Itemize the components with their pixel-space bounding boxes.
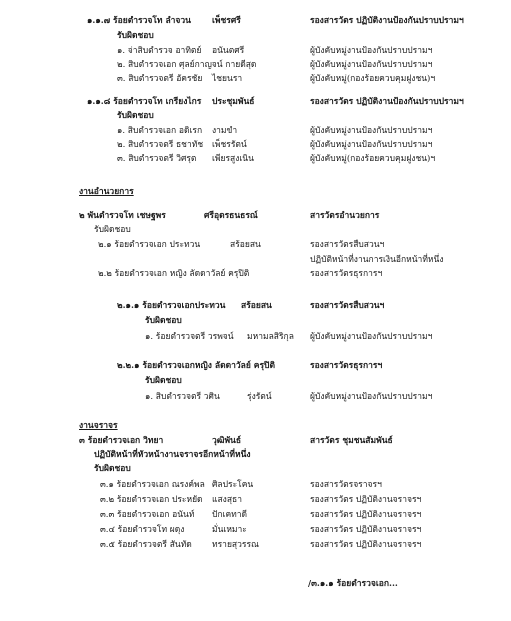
- line-text: /๓.๑.๑ ร้อยตำรวจเอก...: [308, 579, 398, 589]
- line-text: ผู้บังคับหมู่งานป้องกันปราบปรามฯ: [310, 140, 433, 150]
- text-line: [0, 127, 511, 138]
- line-text: ศรีอุดรธนธรณ์: [204, 211, 258, 221]
- line-text: ๒.๒.๑ ร้อยตำรวจเอกหญิง ลัดดาวัลย์ ครุปิติ: [117, 361, 275, 371]
- text-line: [0, 511, 511, 522]
- text-line: [0, 481, 511, 492]
- line-text: ๒ พันตำรวจโท เชษฐพร: [79, 211, 166, 221]
- line-text: ๓.๕ ร้อยตำรวจตรี สันทัด: [100, 540, 192, 550]
- text-line: [0, 465, 511, 476]
- line-text: ๓.๓ ร้อยตำรวจเอก อนันท์: [100, 510, 195, 520]
- line-text: ประชุมพันธ์: [212, 97, 255, 107]
- text-line: [0, 98, 511, 109]
- line-text: ๓. สิบตำรวจตรี อัครชัย: [117, 74, 203, 84]
- line-text: รองสารวัตร ปฏิบัติงานจราจรฯ: [310, 540, 422, 550]
- text-line: [0, 47, 511, 58]
- line-text: ทรายสุวรรณ: [212, 540, 259, 550]
- line-text: ๒.๑.๑ ร้อยตำรวจเอกประทวน: [117, 301, 226, 311]
- line-text: ไชยนรา: [212, 74, 243, 84]
- line-text: สารวัตรอำนวยการ: [310, 211, 380, 221]
- line-text: สารวัตร ชุมชนสัมพันธ์: [310, 436, 393, 446]
- line-text: มั่นเหมาะ: [212, 525, 247, 535]
- line-text: รองสารวัตรธุรการฯ: [310, 361, 383, 371]
- text-line: [0, 496, 511, 507]
- line-text: ๓.๒ ร้อยตำรวจเอก ประหยัด: [100, 495, 203, 505]
- line-text: ๒.๑ ร้อยตำรวจเอก ประทวน: [98, 240, 201, 250]
- line-text: ผู้บังคับหมู่งานป้องกันปราบปรามฯ: [310, 60, 433, 70]
- line-text: ๑. ร้อยตำรวจตรี วรพจน์: [145, 332, 234, 342]
- line-text: รุ่งรัตน์: [247, 392, 272, 402]
- section-heading: งานอำนวยการ: [79, 187, 134, 197]
- text-line: [0, 75, 511, 86]
- line-text: รับผิดชอบ: [117, 31, 154, 41]
- line-text: รองสารวัตร ปฏิบัติงานจราจรฯ: [310, 495, 422, 505]
- text-line: [0, 112, 511, 123]
- line-text: ปฏิบัติหน้าที่หัวหน้างานจราจรอีกหน้าที่หนึ่ง: [94, 450, 251, 460]
- line-text: รับผิดชอบ: [145, 376, 182, 386]
- line-text: ๑.๑.๗ ร้อยตำรวจโท ลำจวน: [87, 16, 191, 26]
- text-line: [0, 17, 511, 28]
- text-line: [0, 212, 511, 223]
- line-text: งามขำ: [212, 126, 238, 136]
- line-text: รับผิดชอบ: [94, 225, 131, 235]
- text-line: [0, 317, 511, 328]
- line-text: ๑. สิบตำรวจตรี วศิน: [145, 392, 220, 402]
- line-text: รองสารวัตร ปฏิบัติงานป้องกันปราบปรามฯ: [310, 97, 464, 107]
- line-text: ปักเคทาดี: [212, 510, 248, 520]
- line-text: รองสารวัตร ปฏิบัติงานป้องกันปราบปรามฯ: [310, 16, 464, 26]
- line-text: ๓. สิบตำรวจตรี วิศรุต: [117, 154, 197, 164]
- text-line: [0, 270, 511, 281]
- line-text: ผู้บังคับหมู่งานป้องกันปราบปรามฯ: [310, 332, 433, 342]
- text-line: [0, 241, 511, 252]
- line-text: รับผิดชอบ: [145, 316, 182, 326]
- line-text: สร้อยสน: [230, 240, 261, 250]
- line-text: ศิลประโคน: [212, 480, 254, 490]
- line-text: รองสารวัตรจราจรฯ: [310, 480, 382, 490]
- line-text: ๓ ร้อยตำรวจเอก วิทยา: [79, 436, 164, 446]
- line-text: ๒. สิบตำรวจตรี ธชาทัช: [117, 140, 204, 150]
- line-text: มหามลสิริกุล: [247, 332, 294, 342]
- text-line: [0, 451, 511, 462]
- line-text: ๒. สิบตำรวจเอก ศุลย์กาญจน์ กายดีสุด: [117, 60, 257, 70]
- line-text: ปฏิบัติหน้าที่งานการเงินอีกหน้าที่หนึ่ง: [310, 255, 444, 265]
- line-text: เพ็ชรรัตน์: [212, 140, 247, 150]
- text-line: [0, 580, 511, 591]
- text-line: [0, 541, 511, 552]
- line-text: รองสารวัตร ปฏิบัติงานจราจรฯ: [310, 525, 422, 535]
- line-text: ผู้บังคับหมู่งานป้องกันปราบปรามฯ: [310, 126, 433, 136]
- text-line: [0, 226, 511, 237]
- line-text: อนันตศรี: [212, 46, 245, 56]
- text-line: [0, 393, 511, 404]
- line-text: ๑.๑.๘ ร้อยตำรวจโท เกรียงไกร: [87, 97, 202, 107]
- text-line: [0, 61, 511, 72]
- text-line: [0, 32, 511, 43]
- line-text: ๑. จ่าสิบตำรวจ อาทิตย์: [117, 46, 202, 56]
- text-line: [0, 155, 511, 166]
- line-text: รองสารวัตรสืบสวนฯ: [310, 301, 385, 311]
- line-text: เพียรสูงเนิน: [212, 154, 254, 164]
- text-line: [0, 188, 511, 199]
- text-line: [0, 362, 511, 373]
- line-text: ๓.๔ ร้อยตำรวจโท ผดุง: [100, 525, 185, 535]
- line-text: ผู้บังคับหมู่งานป้องกันปราบปรามฯ: [310, 46, 433, 56]
- line-text: รองสารวัตรธุรการฯ: [310, 269, 383, 279]
- text-line: [0, 437, 511, 448]
- line-text: ผู้บังคับหมู่งานป้องกันปราบปรามฯ: [310, 392, 433, 402]
- line-text: สร้อยสน: [241, 301, 272, 311]
- section-heading: งานจราจร: [79, 421, 118, 431]
- line-text: ผู้บังคับหมู่(กองร้อยควบคุมฝูงชน)ฯ: [310, 74, 436, 84]
- line-text: ๑. สิบตำรวจเอก อดิเรก: [117, 126, 203, 136]
- text-line: [0, 302, 511, 313]
- text-line: [0, 333, 511, 344]
- text-line: [0, 526, 511, 537]
- line-text: รองสารวัตร ปฏิบัติงานจราจรฯ: [310, 510, 422, 520]
- text-line: [0, 141, 511, 152]
- line-text: รับผิดชอบ: [94, 464, 131, 474]
- line-text: รับผิดชอบ: [117, 111, 154, 121]
- line-text: เพ็ชรศรี: [212, 16, 241, 26]
- text-line: [0, 377, 511, 388]
- text-line: [0, 256, 511, 267]
- line-text: ผู้บังคับหมู่(กองร้อยควบคุมฝูงชน)ฯ: [310, 154, 436, 164]
- line-text: วุฒิพันธ์: [212, 436, 242, 446]
- line-text: แสงสุธา: [212, 495, 242, 505]
- line-text: ๓.๑ ร้อยตำรวจเอก ณรงค์พล: [100, 480, 205, 490]
- line-text: ๒.๒ ร้อยตำรวจเอก หญิง ลัดดาวัลย์ ครุปิติ: [98, 269, 250, 279]
- text-line: [0, 422, 511, 433]
- line-text: รองสารวัตรสืบสวนฯ: [310, 240, 385, 250]
